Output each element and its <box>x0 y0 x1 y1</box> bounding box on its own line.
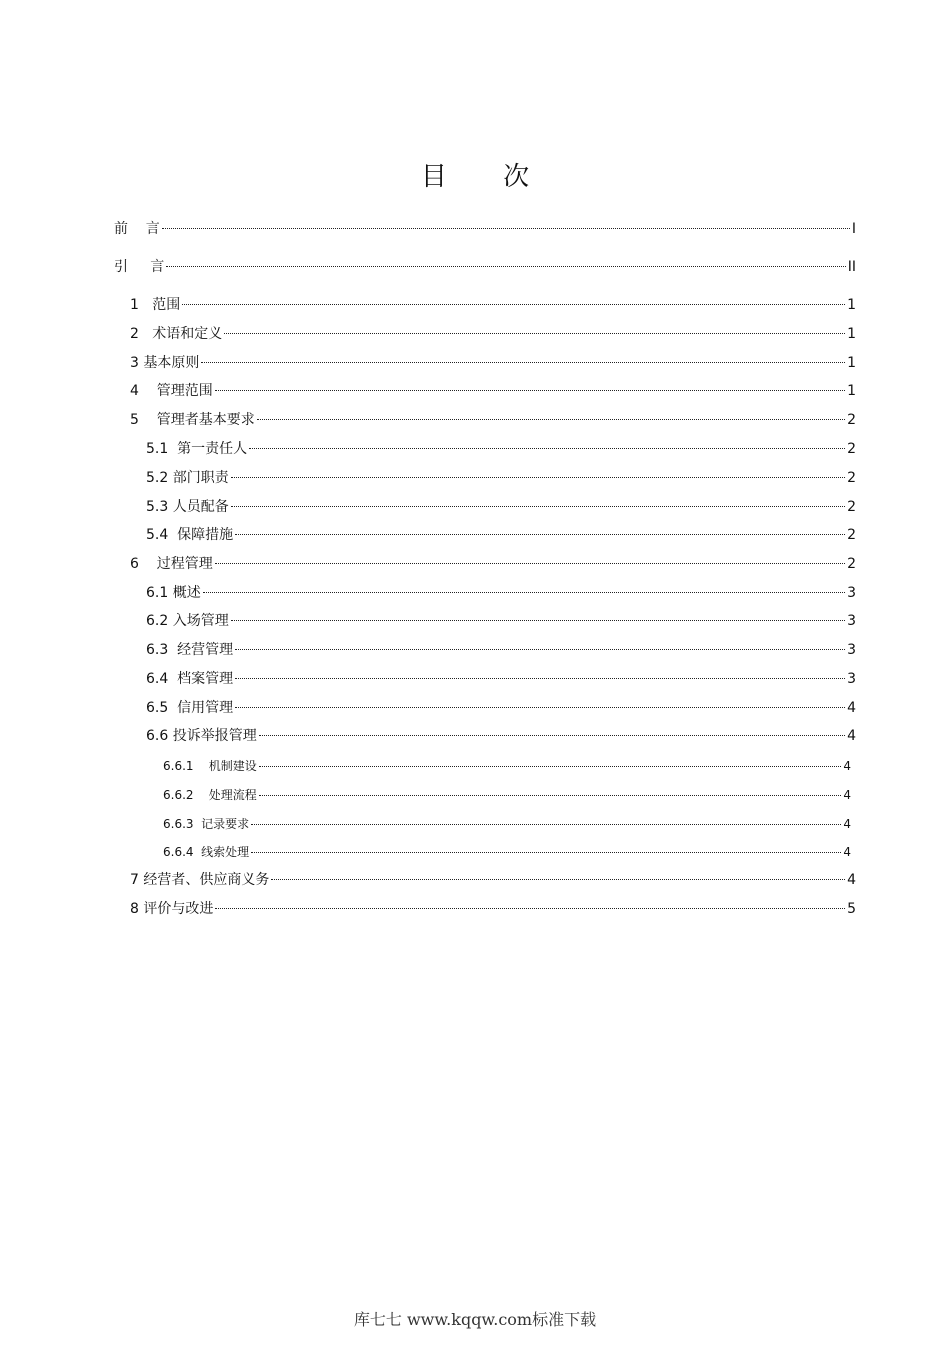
toc-entry-page: 2 <box>847 412 856 428</box>
toc-title: 目 次 <box>420 162 554 192</box>
toc-entry-label: 3 基本原则 <box>130 355 200 371</box>
dot-leader <box>231 506 845 507</box>
toc-entry-label: 2 术语和定义 <box>130 326 223 342</box>
toc-entry-page: 1 <box>847 297 856 313</box>
dot-leader <box>235 707 845 708</box>
dot-leader <box>249 448 845 449</box>
toc-entry-page: 2 <box>847 470 856 486</box>
toc-entry[interactable] <box>146 525 856 545</box>
toc-entry-label: 引 言 <box>114 259 165 275</box>
dot-leader <box>251 824 841 825</box>
toc-entry-page: 3 <box>847 642 856 658</box>
dot-leader <box>231 477 845 478</box>
dot-leader <box>259 795 842 796</box>
dot-leader <box>257 419 845 420</box>
toc-entry-label: 6.6.3 记录要求 <box>163 817 250 831</box>
toc-entry-page: 4 <box>843 788 851 802</box>
dot-leader <box>203 592 845 593</box>
toc-entry-label: 4 管理范围 <box>130 383 213 399</box>
toc-entry[interactable] <box>130 295 856 315</box>
dot-leader <box>215 390 845 391</box>
toc-entry-page: 4 <box>843 817 851 831</box>
dot-leader <box>251 852 841 853</box>
toc-entry[interactable] <box>146 468 856 488</box>
toc-entry-page: 4 <box>847 728 856 744</box>
dot-leader <box>182 304 845 305</box>
toc-entry-label: 5.3 人员配备 <box>146 499 229 515</box>
toc-entry-label: 6.6.4 线索处理 <box>163 845 250 859</box>
toc-entry-page: II <box>847 259 856 275</box>
toc-entry[interactable] <box>146 611 856 631</box>
toc-entry[interactable] <box>146 497 856 517</box>
toc-entry[interactable] <box>130 324 856 344</box>
toc-entry[interactable] <box>146 583 856 603</box>
toc-entry-page: 3 <box>847 613 856 629</box>
toc-entry-label: 6 过程管理 <box>130 556 213 572</box>
dot-leader <box>166 266 845 267</box>
toc-entry-page: 1 <box>847 355 856 371</box>
toc-entry[interactable] <box>146 640 856 660</box>
toc-entry-label: 8 评价与改进 <box>130 901 214 917</box>
toc-entry-label: 1 范围 <box>130 297 181 313</box>
dot-leader <box>259 735 845 736</box>
toc-entry-label: 6.2 入场管理 <box>146 613 229 629</box>
toc-entry[interactable] <box>130 381 856 401</box>
toc-entry-label: 前 言 <box>114 221 160 237</box>
toc-entry-label: 5.1 第一责任人 <box>146 441 248 457</box>
toc-entry-page: 1 <box>847 326 856 342</box>
toc-entry-page: 2 <box>847 556 856 572</box>
toc-entry-label: 6.6 投诉举报管理 <box>146 728 257 744</box>
dot-leader <box>224 333 845 334</box>
toc-entry-page: 2 <box>847 527 856 543</box>
toc-entry-page: 4 <box>847 872 856 888</box>
toc-entry-label: 6.6.1 机制建设 <box>163 759 257 773</box>
toc-entry[interactable] <box>130 554 856 574</box>
toc-entry[interactable] <box>163 785 851 805</box>
page-footer-watermark: 库七七 www.kqqw.com标准下载 <box>353 1310 597 1329</box>
toc-entry-label: 6.6.2 处理流程 <box>163 788 257 802</box>
toc-entry-label: 5.4 保障措施 <box>146 527 234 543</box>
toc-entry[interactable] <box>146 726 856 746</box>
toc-entry-page: 4 <box>843 845 851 859</box>
toc-entry[interactable] <box>146 439 856 459</box>
toc-entry[interactable] <box>163 842 851 862</box>
dot-leader <box>231 620 845 621</box>
toc-entry[interactable] <box>130 899 856 919</box>
toc-entry-page: 4 <box>843 759 851 773</box>
toc-entry[interactable] <box>130 410 856 430</box>
toc-entry-label: 7 经营者、供应商义务 <box>130 872 270 888</box>
toc-entry-label: 6.3 经营管理 <box>146 642 234 658</box>
toc-entry[interactable] <box>130 353 856 373</box>
toc-entry-page: 1 <box>847 383 856 399</box>
toc-entry-label: 6.5 信用管理 <box>146 700 234 716</box>
dot-leader <box>201 362 845 363</box>
dot-leader <box>215 563 845 564</box>
dot-leader <box>235 678 845 679</box>
toc-entry-label: 5 管理者基本要求 <box>130 412 255 428</box>
toc-entry-page: 4 <box>847 700 856 716</box>
toc-entry[interactable] <box>163 814 851 834</box>
toc-entry[interactable] <box>163 756 851 776</box>
toc-entry-label: 6.4 档案管理 <box>146 671 234 687</box>
toc-entry-page: 2 <box>847 441 856 457</box>
dot-leader <box>235 649 845 650</box>
toc-entry-page: 2 <box>847 499 856 515</box>
toc-entry[interactable] <box>146 669 856 689</box>
toc-entry[interactable] <box>114 219 856 239</box>
dot-leader <box>259 766 842 767</box>
toc-entry-page: 3 <box>847 585 856 601</box>
dot-leader <box>235 534 845 535</box>
toc-entry[interactable] <box>114 257 856 277</box>
dot-leader <box>162 228 850 229</box>
dot-leader <box>215 908 845 909</box>
dot-leader <box>271 879 845 880</box>
toc-entry-page: I <box>851 221 856 237</box>
toc-entry[interactable] <box>130 870 856 890</box>
toc-entry-label: 6.1 概述 <box>146 585 201 601</box>
toc-entry-page: 5 <box>847 901 856 917</box>
toc-entry[interactable] <box>146 698 856 718</box>
toc-entry-label: 5.2 部门职责 <box>146 470 229 486</box>
toc-entry-page: 3 <box>847 671 856 687</box>
